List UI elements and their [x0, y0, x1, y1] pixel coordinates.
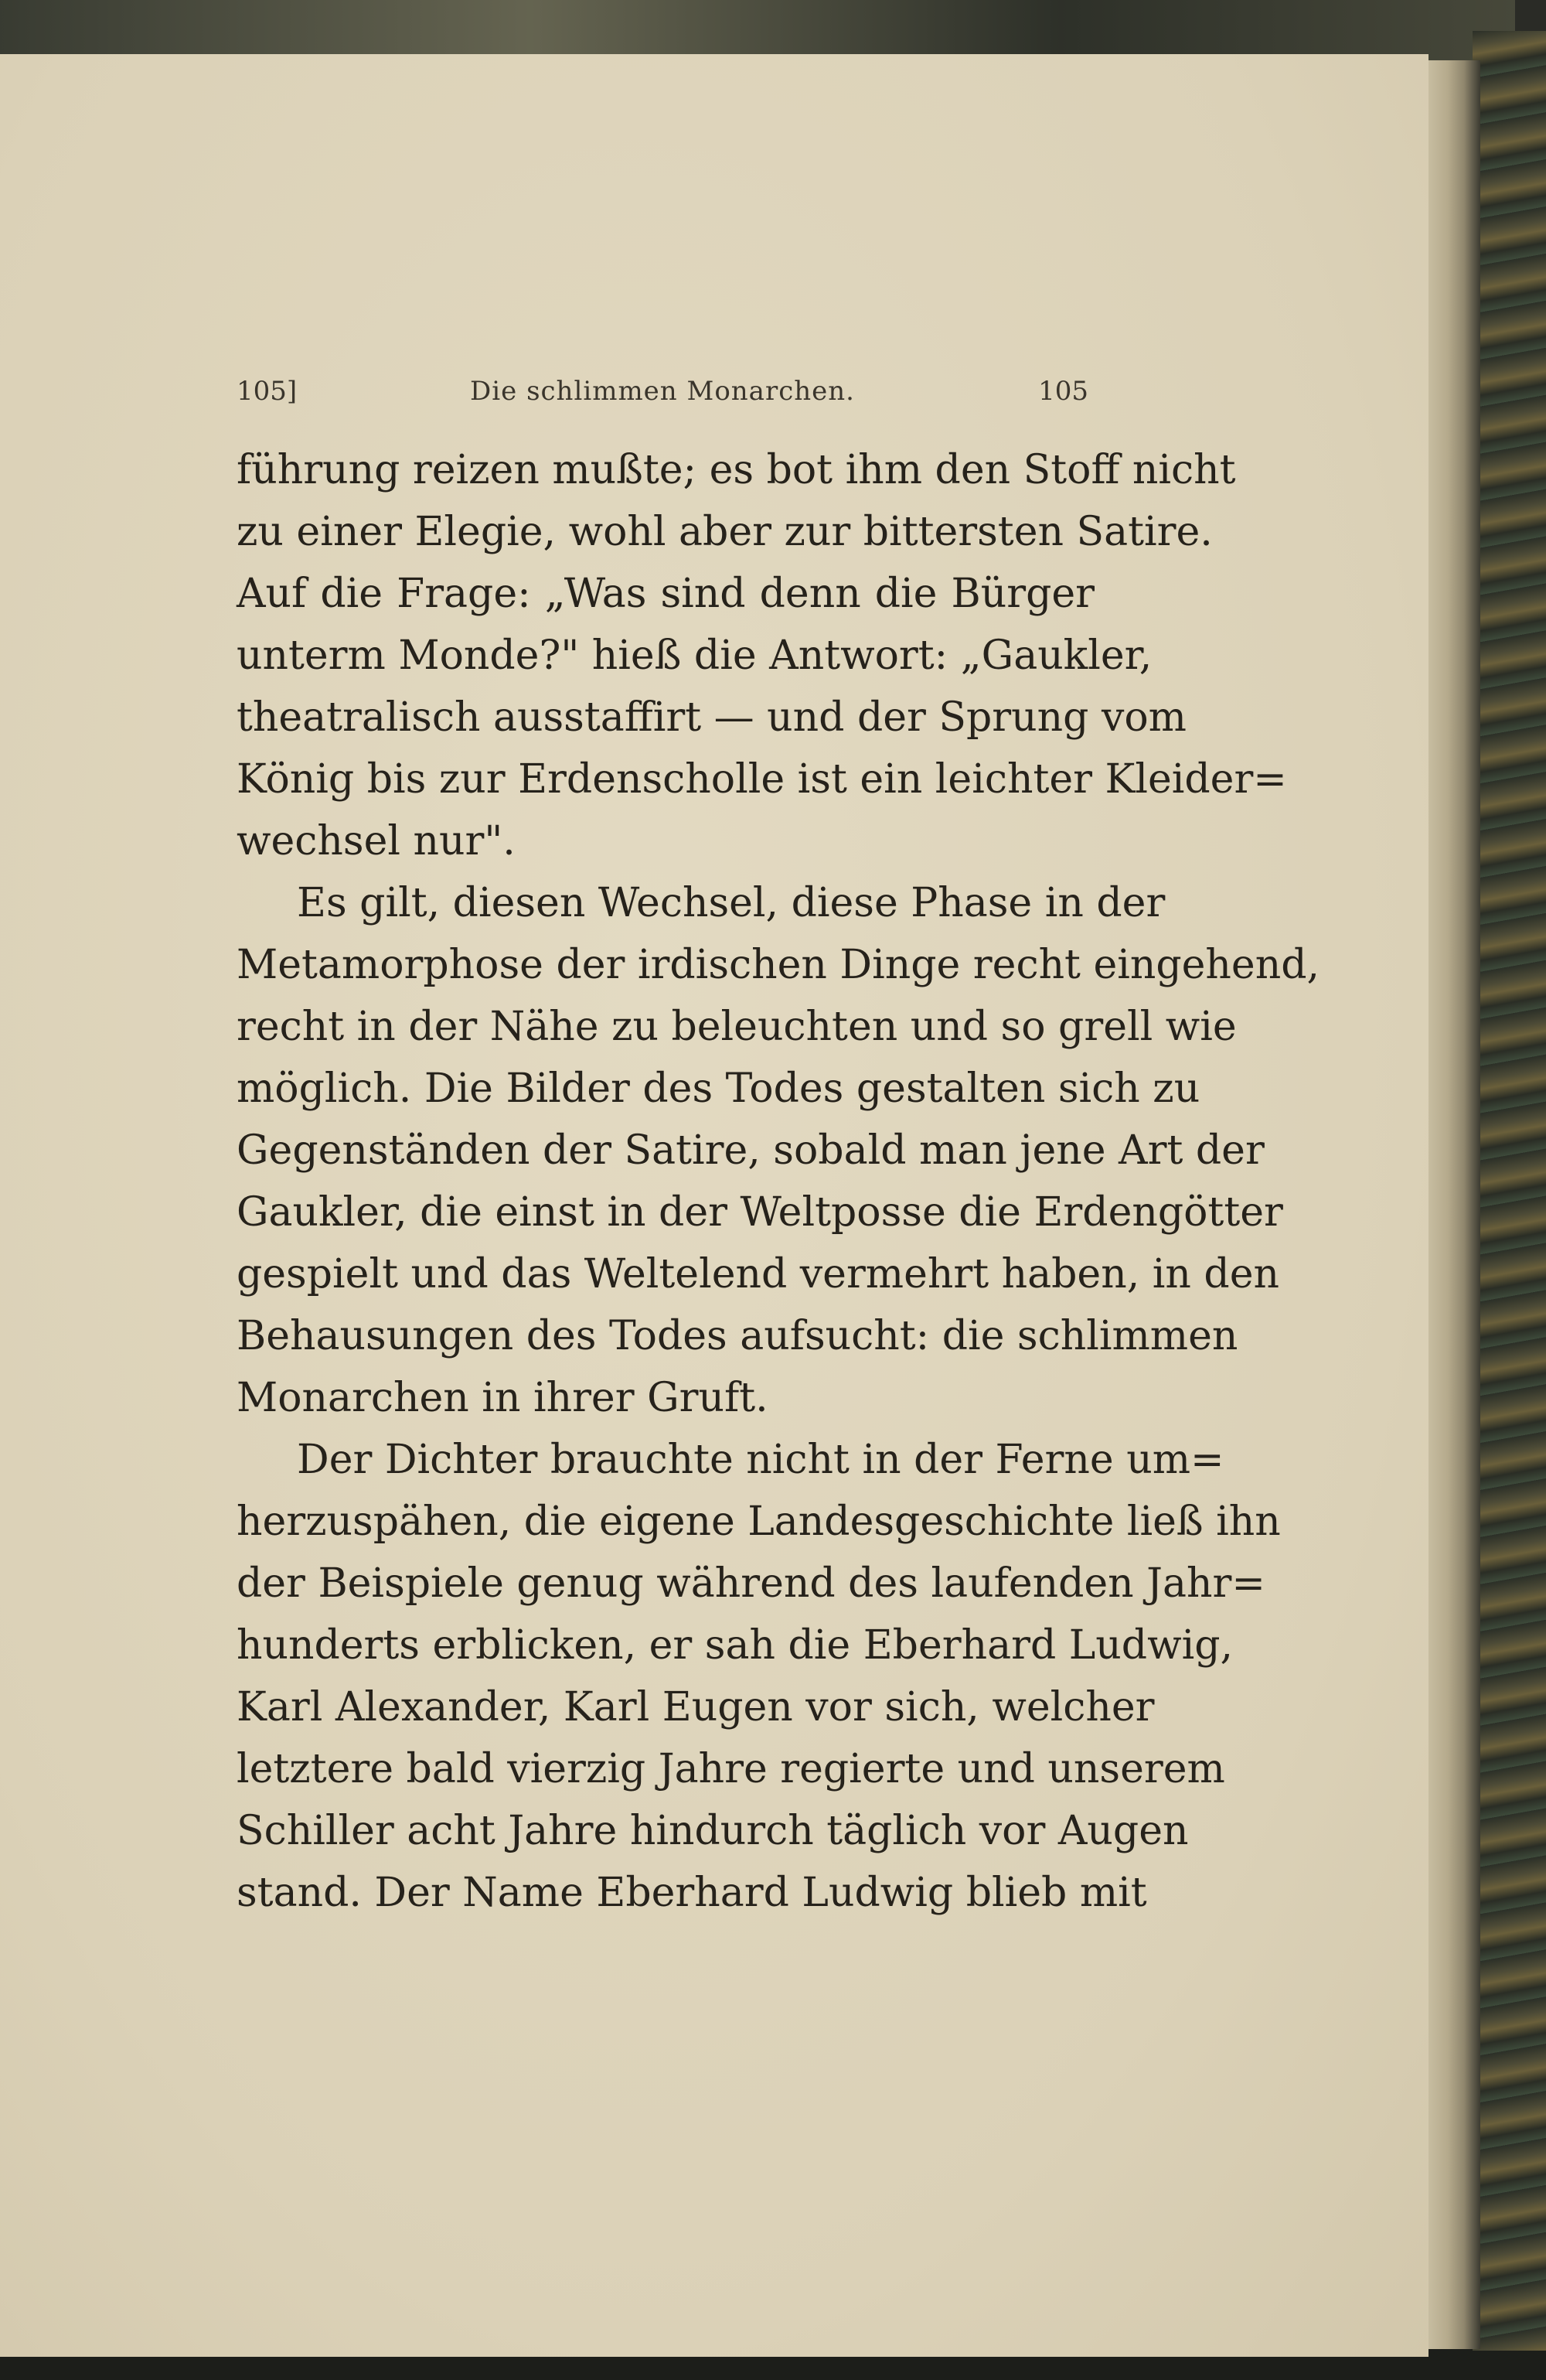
text-line: Behausungen des Todes aufsucht: die schlimmen	[237, 1313, 1238, 1359]
text-line: Gegenständen der Satire, sobald man jene Art der	[237, 1127, 1265, 1174]
text-line: letztere bald vierzig Jahre regierte und unserem	[237, 1746, 1225, 1792]
text-line: Auf die Frage: „Was sind denn die Bürger	[237, 571, 1095, 617]
text-line: möglich. Die Bilder des Todes gestalten sich zu	[237, 1066, 1200, 1112]
text-line: recht in der Nähe zu beleuchten und so grell wie	[237, 1004, 1237, 1050]
text-line: der Beispiele genug während des laufenden Jahr=	[237, 1560, 1265, 1607]
body-text	[237, 439, 1320, 1924]
running-title: Die schlimmen Monarchen.	[470, 376, 855, 407]
text-line: Es gilt, diesen Wechsel, diese Phase in der	[297, 880, 1166, 926]
text-line: Metamorphose der irdischen Dinge recht eingehend,	[237, 942, 1320, 988]
book-cover-marbled-edge	[1473, 31, 1546, 2351]
folio-right: 105	[1038, 376, 1088, 407]
text-line: stand. Der Name Eberhard Ludwig blieb mit	[237, 1870, 1147, 1916]
folio-left: 105]	[237, 376, 298, 407]
book-cover-top	[0, 0, 1515, 62]
text-line: führung reizen mußte; es bot ihm den Stoff nicht	[237, 447, 1236, 493]
text-line: zu einer Elegie, wohl aber zur bittersten Satire.	[237, 509, 1213, 555]
text-line: Der Dichter brauchte nicht in der Ferne um=	[297, 1437, 1224, 1483]
text-line: Monarchen in ihrer Gruft.	[237, 1375, 768, 1421]
page-edges	[1426, 60, 1480, 2349]
text-line: Gaukler, die einst in der Weltposse die Erdengötter	[237, 1189, 1283, 1236]
page-header	[237, 370, 1088, 416]
text-line: Schiller acht Jahre hindurch täglich vor Augen	[237, 1808, 1189, 1854]
text-line: König bis zur Erdenscholle ist ein leichter Kleider=	[237, 756, 1287, 803]
text-line: wechsel nur".	[237, 818, 516, 864]
text-line: Karl Alexander, Karl Eugen vor sich, welcher	[237, 1684, 1155, 1730]
text-line: unterm Monde?" hieß die Antwort: „Gaukler,	[237, 633, 1153, 679]
text-line: theatralisch ausstaffirt — und der Sprung vom	[237, 694, 1187, 741]
text-line: gespielt und das Weltelend vermehrt haben, in den	[237, 1251, 1279, 1297]
text-line: herzuspähen, die eigene Landesgeschichte ließ ihn	[237, 1499, 1281, 1545]
text-line: hunderts erblicken, er sah die Eberhard Ludwig,	[237, 1622, 1234, 1669]
